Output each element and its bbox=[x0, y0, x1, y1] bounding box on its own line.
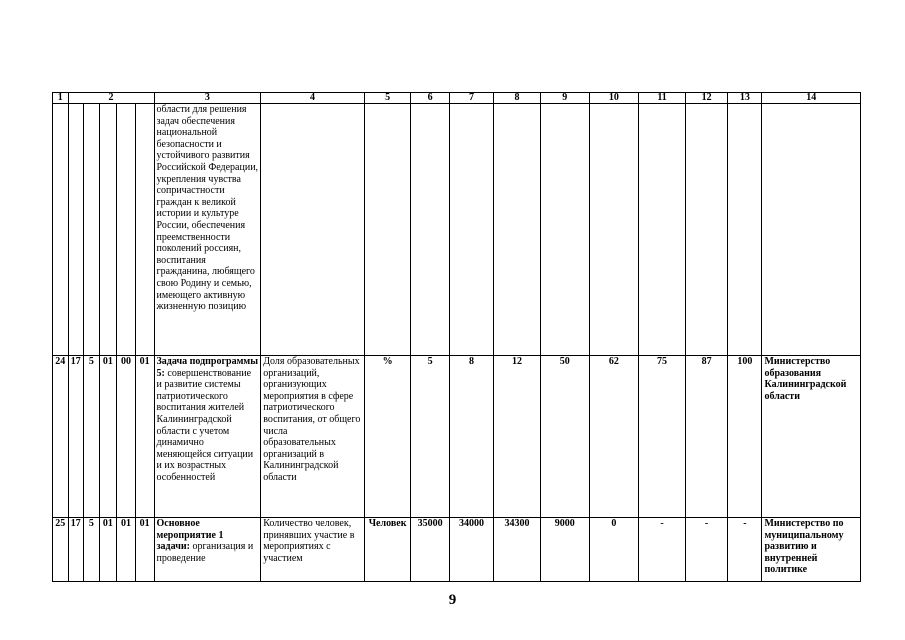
responsible-cell bbox=[762, 104, 861, 356]
value-cell: 12 bbox=[494, 356, 541, 518]
header-cell-6: 6 bbox=[411, 93, 449, 104]
value-cell: 5 bbox=[411, 356, 449, 518]
header-cell-13: 13 bbox=[728, 93, 762, 104]
code-cell: 24 bbox=[53, 356, 69, 518]
unit-cell bbox=[364, 104, 411, 356]
name-cell bbox=[154, 104, 261, 356]
value-cell: 34000 bbox=[449, 518, 494, 582]
code-cell bbox=[53, 104, 69, 356]
name-text: области для решения задач обеспечения национальной безопасности и устойчивого развития Российской Федерации, укрепления чувства сопричастности граждан к великой истории и культуре России, обеспечения преемственности поколений россиян, воспитания гражданина, любящего свою Родину и семью, имеющего активную жизненную позицию bbox=[156, 104, 259, 313]
code-cell: 01 bbox=[135, 356, 154, 518]
code-cell bbox=[68, 104, 84, 356]
unit-cell: % bbox=[364, 356, 411, 518]
indicator-cell bbox=[261, 104, 365, 356]
value-cell bbox=[411, 104, 449, 356]
value-cell bbox=[540, 104, 589, 356]
code-cell: 5 bbox=[84, 518, 100, 582]
value-cell: 75 bbox=[639, 356, 686, 518]
responsible-cell: Министерство образования Калининградской области bbox=[762, 356, 861, 518]
value-cell: 9000 bbox=[540, 518, 589, 582]
value-cell bbox=[685, 104, 727, 356]
indicator-cell: Доля образовательных организаций, организующих мероприятия в сфере патриотического воспитания, от общего числа образовательных организаций в Калининградской области bbox=[261, 356, 365, 518]
code-cell: 01 bbox=[135, 518, 154, 582]
value-cell: - bbox=[728, 518, 762, 582]
header-cell-10: 10 bbox=[589, 93, 639, 104]
header-cell-7: 7 bbox=[449, 93, 494, 104]
value-cell: - bbox=[685, 518, 727, 582]
value-cell bbox=[589, 104, 639, 356]
indicator-cell: Количество человек, принявших участие в мероприятиях с участием bbox=[261, 518, 365, 582]
value-cell bbox=[728, 104, 762, 356]
value-cell bbox=[639, 104, 686, 356]
code-cell: 01 bbox=[117, 518, 136, 582]
program-table bbox=[52, 92, 861, 582]
name-cell bbox=[154, 356, 261, 518]
header-cell-14: 14 bbox=[762, 93, 861, 104]
page-number: 9 bbox=[448, 592, 457, 608]
name-text: организация и проведение bbox=[156, 541, 254, 564]
value-cell: 62 bbox=[589, 356, 639, 518]
value-cell bbox=[494, 104, 541, 356]
code-cell: 01 bbox=[99, 518, 117, 582]
header-cell-4: 4 bbox=[261, 93, 365, 104]
value-cell: 87 bbox=[685, 356, 727, 518]
header-row bbox=[53, 93, 861, 104]
code-cell: 17 bbox=[68, 518, 84, 582]
code-cell: 00 bbox=[117, 356, 136, 518]
header-cell-1: 1 bbox=[53, 93, 69, 104]
header-cell-3: 3 bbox=[154, 93, 261, 104]
responsible-cell: Министерство по муниципальному развитию и внутренней политике bbox=[762, 518, 861, 582]
code-cell bbox=[117, 104, 136, 356]
table-row bbox=[53, 356, 861, 518]
code-cell bbox=[135, 104, 154, 356]
value-cell: 100 bbox=[728, 356, 762, 518]
code-cell: 25 bbox=[53, 518, 69, 582]
value-cell: 0 bbox=[589, 518, 639, 582]
header-cell-11: 11 bbox=[639, 93, 686, 104]
name-bold: Основное мероприятие 1 задачи: bbox=[156, 518, 224, 553]
name-text: совершенствование и развитие системы патриотического воспитания жителей Калининградской области с учетом динамично меняющейся ситуации и их возрастных особенностей bbox=[156, 367, 254, 483]
name-bold: Задача подпрограммы 5: bbox=[156, 356, 258, 379]
header-cell-12: 12 bbox=[685, 93, 727, 104]
code-cell bbox=[99, 104, 117, 356]
code-cell bbox=[84, 104, 100, 356]
value-cell: - bbox=[639, 518, 686, 582]
value-cell: 50 bbox=[540, 356, 589, 518]
header-cell-5: 5 bbox=[364, 93, 411, 104]
header-cell-9: 9 bbox=[540, 93, 589, 104]
value-cell bbox=[449, 104, 494, 356]
value-cell: 35000 bbox=[411, 518, 449, 582]
header-cell-8: 8 bbox=[494, 93, 541, 104]
header-cell-2: 2 bbox=[68, 93, 154, 104]
code-cell: 5 bbox=[84, 356, 100, 518]
code-cell: 01 bbox=[99, 356, 117, 518]
code-cell: 17 bbox=[68, 356, 84, 518]
value-cell: 34300 bbox=[494, 518, 541, 582]
unit-cell: Человек bbox=[364, 518, 411, 582]
table-row bbox=[53, 104, 861, 356]
table-row bbox=[53, 518, 861, 582]
value-cell: 8 bbox=[449, 356, 494, 518]
name-cell bbox=[154, 518, 261, 582]
